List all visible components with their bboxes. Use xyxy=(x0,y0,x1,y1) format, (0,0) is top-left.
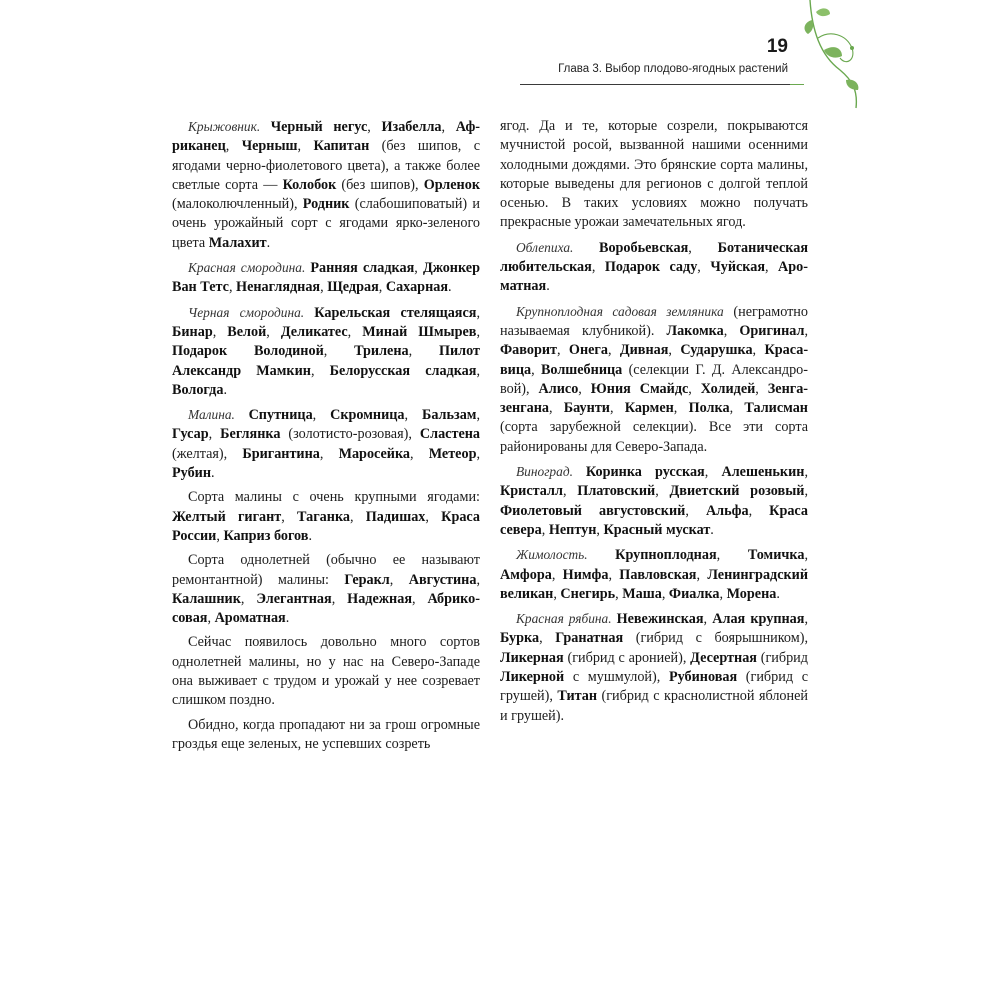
variety-name: Трилена xyxy=(354,343,409,360)
text-run: , xyxy=(804,464,808,481)
text-run: (селекции Г. Д. Александровой), xyxy=(500,361,809,397)
variety-name: Щедрая xyxy=(327,279,379,296)
text-run: , xyxy=(347,323,363,340)
text-run: (без шипов), xyxy=(336,176,424,193)
header-rule xyxy=(520,84,790,85)
text-run: , xyxy=(531,361,541,378)
variety-name: Желтый гигант xyxy=(172,508,282,525)
variety-name: Гусар xyxy=(172,426,209,443)
text-run: (гибрид с боярышником), xyxy=(623,630,809,647)
variety-name: Красный мускат xyxy=(603,521,711,538)
crop-name: Крупноплодная садовая земляника xyxy=(516,303,724,319)
variety-name: Белорусская сладкая xyxy=(329,362,477,379)
variety-name: Нептун xyxy=(548,521,597,538)
variety-name: Пилот Александр Мамкин xyxy=(172,343,480,379)
text-run: , xyxy=(765,259,779,276)
text-run: , xyxy=(804,611,808,628)
text-run: , xyxy=(367,119,382,135)
paragraph xyxy=(172,303,480,400)
text-run: , xyxy=(414,260,424,277)
variety-name: Вологда xyxy=(172,381,224,398)
text-run: , xyxy=(441,119,456,135)
variety-name: Павловская xyxy=(619,566,697,583)
variety-name: Малахит xyxy=(208,234,267,251)
variety-name: Фиалка xyxy=(668,585,720,602)
variety-name: Титан xyxy=(557,688,598,705)
text-run: , xyxy=(281,508,298,525)
text-run: , xyxy=(378,279,386,296)
paragraph xyxy=(500,238,808,297)
text-run: , xyxy=(476,571,480,588)
paragraph xyxy=(500,462,808,540)
text-run: (сорта зарубежной селекции). Все эти сорта районированы для Северо-Запада. xyxy=(500,419,808,455)
text-run: , xyxy=(323,343,355,360)
crop-name: Черная смородина. xyxy=(188,304,315,320)
variety-name: Зенгазенгана xyxy=(500,380,809,417)
text-run: , xyxy=(476,323,481,340)
variety-name: Надежная xyxy=(347,590,413,607)
text-run: , xyxy=(723,322,740,339)
text-run: , xyxy=(673,400,689,417)
variety-name: Ароматная xyxy=(500,259,809,295)
variety-name: Краса севера xyxy=(500,502,808,538)
paragraph xyxy=(500,609,808,726)
variety-name: Амфора xyxy=(500,566,552,583)
variety-name: Оригинал xyxy=(739,322,805,339)
variety-name: Талисман xyxy=(744,400,808,417)
paragraph xyxy=(172,117,480,253)
text-run: , xyxy=(668,342,681,359)
text-run: , xyxy=(655,483,670,500)
variety-name: Нимфа xyxy=(562,566,609,583)
text-run: , xyxy=(696,566,708,583)
text-run: (малоколючленный), xyxy=(172,196,303,213)
header-rule-accent xyxy=(790,84,804,85)
text-run: , xyxy=(688,239,718,256)
variety-name: Спутница xyxy=(248,407,313,424)
variety-name: Томичка xyxy=(747,547,805,564)
text-run: , xyxy=(548,400,564,417)
variety-name: Баунти xyxy=(563,400,610,417)
variety-name: Изабелла xyxy=(381,119,442,135)
text-run: Сорта малины с очень крупными ягодами: xyxy=(188,489,480,506)
text-run: , xyxy=(551,566,563,583)
variety-name: Каприз богов xyxy=(223,527,309,544)
text-run: , xyxy=(748,502,770,519)
text-run: , xyxy=(319,445,339,462)
variety-name: Алая крупная xyxy=(712,611,805,628)
paragraph xyxy=(500,302,808,457)
text-run: , xyxy=(697,259,711,276)
paragraph xyxy=(500,545,808,604)
variety-name: Гранатная xyxy=(555,630,624,647)
variety-name: Волшебница xyxy=(540,361,623,378)
variety-name: Ароматная xyxy=(214,610,286,627)
text-run: (гибрид с краснолистной яблоней и грушей). xyxy=(500,688,808,724)
text-run: , xyxy=(562,483,578,500)
text-run: , xyxy=(578,380,591,397)
right-text-column xyxy=(500,117,808,726)
variety-name: Онега xyxy=(568,342,608,359)
text-run: Обидно, когда пропадают ни за грош огромные гроздья еще зеленых, не успевших созреть xyxy=(172,716,480,752)
text-run: , xyxy=(804,547,808,564)
variety-name: Африканец xyxy=(172,119,480,155)
text-run: , xyxy=(225,138,242,155)
text-run: , xyxy=(591,259,605,276)
variety-name: Альфа xyxy=(705,502,749,519)
text-run: (неграмотно называемая клубникой). xyxy=(500,303,808,339)
text-run: , xyxy=(297,138,314,155)
text-run: , xyxy=(404,407,422,424)
text-run: (без шипов, с ягодами черно-фиолетового цвета), а также более светлые сорта — xyxy=(172,138,481,193)
variety-name: Велой xyxy=(227,323,267,340)
variety-name: Воробьевская xyxy=(598,239,689,256)
crop-name: Крыжовник. xyxy=(188,119,271,134)
text-run: . xyxy=(710,521,714,538)
variety-name: Падишах xyxy=(365,508,426,525)
text-run: , xyxy=(476,304,480,321)
variety-name: Родник xyxy=(302,196,350,213)
crop-name: Виноград. xyxy=(516,464,586,480)
variety-name: Карельская стелящаяся xyxy=(314,304,477,321)
crop-name: Малина. xyxy=(188,407,249,423)
text-run: (желтая), xyxy=(172,445,243,462)
variety-name: Маросейка xyxy=(338,445,411,462)
paragraph xyxy=(172,633,480,710)
variety-name: Платовский xyxy=(577,483,656,500)
crop-name: Красная смородина. xyxy=(188,260,311,276)
text-run: , xyxy=(704,464,722,481)
text-run: . xyxy=(211,465,215,482)
text-run: . xyxy=(285,610,290,627)
crop-name: Красная рябина. xyxy=(516,611,617,627)
paragraph xyxy=(500,117,808,233)
variety-name: Кармен xyxy=(624,400,674,417)
variety-name: Калашник xyxy=(172,590,241,607)
text-run: , xyxy=(208,426,221,443)
text-run: , xyxy=(240,590,257,607)
text-run: , xyxy=(331,590,348,607)
text-run: , xyxy=(755,380,768,397)
variety-name: Холидей xyxy=(700,380,756,397)
variety-name: Метеор xyxy=(428,445,477,462)
text-run: , xyxy=(539,630,556,647)
text-run: (гибрид с аронией), xyxy=(563,649,691,666)
text-run: , xyxy=(476,362,480,379)
text-run: , xyxy=(729,400,745,417)
variety-name: Абрикосовая xyxy=(172,590,480,627)
variety-name: Дивная xyxy=(619,342,669,359)
text-run: (слабошиповатый) и очень урожайный сорт с ягодами ярко-зеленого цвета xyxy=(172,196,481,251)
variety-name: Августина xyxy=(408,571,477,588)
text-run: Сейчас появилось довольно много сортов однолетней малины, но у нас на Северо-Западе она выживает с трудом и урожай у нее созревает слишком поздно. xyxy=(172,634,480,709)
paragraph xyxy=(172,488,480,546)
text-run: , xyxy=(476,407,481,424)
text-run: с мушмулой), xyxy=(564,669,669,686)
chapter-title: Глава 3. Выбор плодово-ягодных растений xyxy=(558,63,788,75)
variety-name: Чуйская xyxy=(710,259,766,276)
variety-name: Бригантина xyxy=(242,445,320,462)
text-run: ягод. Да и те, которые созрели, покрываются мучнистой росой, вызванной нашими осенними холодными дождями. Это брянские сорта малины, которые выведены для регионов с долгой теплой осенью. В таких условиях можно получать прекрасные урожаи замечательных ягод. xyxy=(500,118,808,231)
text-run: Сорта однолетней (обычно ее называют ремонтантной) малины: xyxy=(172,552,480,588)
text-run: , xyxy=(607,342,620,359)
variety-name: Подарок Володиной xyxy=(172,343,324,360)
text-run: , xyxy=(408,343,439,360)
variety-name: Бинар xyxy=(172,323,213,340)
crop-name: Облепиха. xyxy=(516,239,599,255)
variety-name: Сластена xyxy=(419,426,481,443)
text-run: . xyxy=(308,527,312,544)
variety-name: Ранняя сладкая xyxy=(310,260,415,277)
variety-name: Снегирь xyxy=(560,585,616,602)
variety-name: Крупноплодная xyxy=(615,547,717,564)
text-run: (гибрид с грушей), xyxy=(500,669,809,705)
paragraph xyxy=(172,716,480,755)
variety-name: Фаворит xyxy=(500,342,557,359)
variety-name: Деликатес xyxy=(280,323,348,340)
text-run: , xyxy=(312,407,331,424)
variety-name: Рубин xyxy=(172,465,212,482)
text-run: , xyxy=(410,445,429,462)
variety-name: Ботаническая любительская xyxy=(500,239,808,276)
variety-name: Морена xyxy=(726,585,777,602)
text-run: , xyxy=(804,322,808,339)
variety-name: Сахарная xyxy=(385,279,449,296)
text-run: , xyxy=(688,380,701,397)
text-run: , xyxy=(350,508,366,525)
variety-name: Красавица xyxy=(500,342,809,378)
text-run: , xyxy=(609,400,625,417)
text-run: , xyxy=(615,585,623,602)
text-run: , xyxy=(320,279,328,296)
variety-name: Алешенькин xyxy=(721,464,805,481)
text-run: . xyxy=(266,234,271,251)
variety-name: Десертная xyxy=(690,649,757,666)
text-run: . xyxy=(776,585,780,602)
paragraph xyxy=(172,405,480,483)
text-run: , xyxy=(804,483,808,500)
variety-name: Минай Шмырев xyxy=(362,323,477,340)
variety-name: Двиетский розовый xyxy=(669,483,805,500)
variety-name: Орленок xyxy=(423,176,480,193)
text-run: , xyxy=(228,279,237,296)
text-run: , xyxy=(553,585,561,602)
variety-name: Алисо xyxy=(538,380,579,397)
variety-name: Таганка xyxy=(297,508,350,525)
left-text-column xyxy=(172,117,480,754)
text-run: , xyxy=(310,362,330,379)
variety-name: Черный негус xyxy=(270,119,368,135)
variety-name: Джонкер Ван Тетс xyxy=(172,260,480,296)
variety-name: Сударушка xyxy=(680,342,753,359)
variety-name: Коринка русская xyxy=(585,464,705,481)
variety-name: Краса России xyxy=(172,508,480,544)
variety-name: Геракл xyxy=(344,571,390,588)
text-run: , xyxy=(661,585,669,602)
variety-name: Скромница xyxy=(330,407,405,424)
variety-name: Черныш xyxy=(241,138,298,155)
text-run: , xyxy=(703,611,713,628)
crop-name: Жимолость. xyxy=(516,547,616,563)
text-run: , xyxy=(216,527,224,544)
variety-name: Юния Смайдс xyxy=(590,380,689,397)
variety-name: Кристалл xyxy=(500,483,563,500)
variety-name: Бальзам xyxy=(421,407,477,424)
paragraph xyxy=(172,258,480,298)
variety-name: Бурка xyxy=(500,630,540,647)
text-run: , xyxy=(608,566,620,583)
variety-name: Невежинская xyxy=(616,611,704,628)
text-run: . xyxy=(448,279,452,296)
text-run: , xyxy=(212,323,228,340)
variety-name: Лакомка xyxy=(666,322,724,339)
text-run: , xyxy=(716,547,748,564)
vine-ornament-icon xyxy=(800,0,870,110)
text-run: , xyxy=(752,342,765,359)
text-run: . xyxy=(546,278,550,295)
variety-name: Ликерной xyxy=(500,669,565,686)
variety-name: Рубиновая xyxy=(668,669,738,686)
text-run: , xyxy=(541,521,549,538)
variety-name: Элегантная xyxy=(256,590,332,607)
text-run: , xyxy=(685,502,706,519)
text-run: , xyxy=(412,590,428,607)
variety-name: Ненаглядная xyxy=(236,279,321,296)
variety-name: Беглянка xyxy=(220,426,281,443)
text-run: , xyxy=(719,585,727,602)
text-run: , xyxy=(476,445,481,462)
text-run: , xyxy=(266,323,281,340)
text-run: , xyxy=(556,342,569,359)
variety-name: Фиолетовый августовский xyxy=(500,502,686,519)
text-run: , xyxy=(389,571,409,588)
text-run: , xyxy=(425,508,442,525)
page-number: 19 xyxy=(766,36,788,57)
text-run: . xyxy=(223,381,227,398)
paragraph xyxy=(172,551,480,628)
text-run: , xyxy=(207,610,215,627)
variety-name: Ленинградский великан xyxy=(500,566,809,602)
text-run: , xyxy=(596,521,604,538)
variety-name: Подарок саду xyxy=(604,259,698,276)
text-run: (золотисто-розовая), xyxy=(280,426,420,443)
text-run: (гибрид xyxy=(756,649,808,666)
variety-name: Полка xyxy=(688,400,730,417)
variety-name: Капитан xyxy=(313,138,370,155)
variety-name: Колобок xyxy=(282,176,337,193)
variety-name: Ликерная xyxy=(500,649,564,666)
variety-name: Маша xyxy=(622,585,662,602)
